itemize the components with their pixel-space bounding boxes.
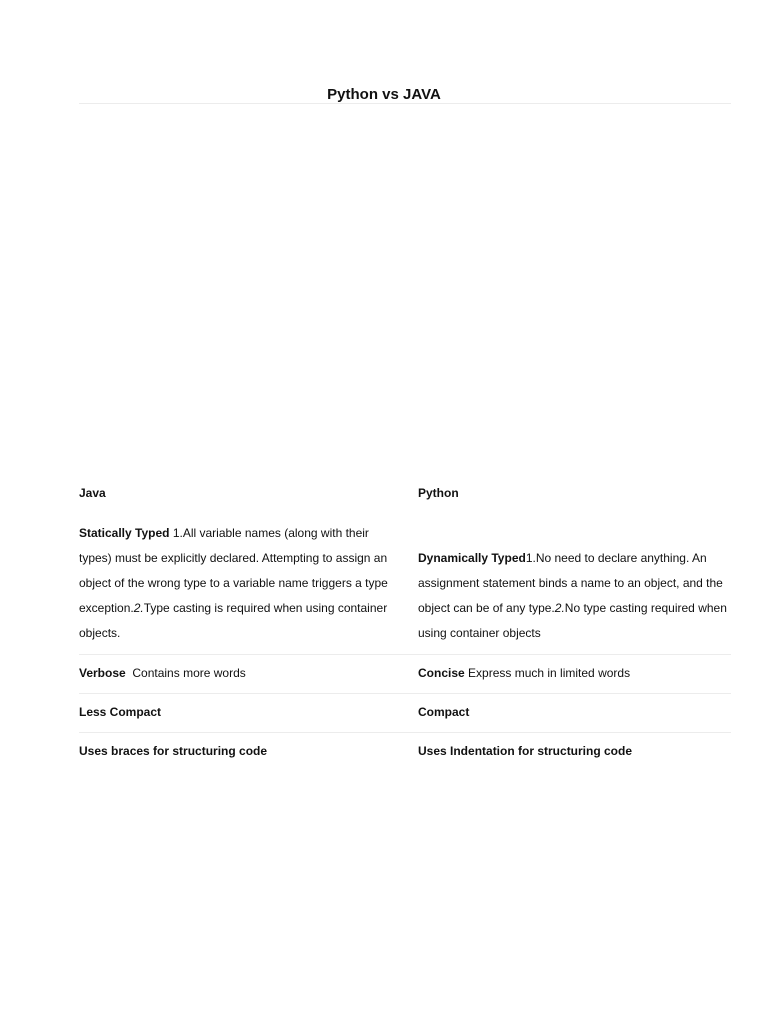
java-compactness-cell (79, 700, 418, 725)
python-compactness-term: Compact (418, 705, 470, 719)
header-java: Java (79, 486, 106, 500)
java-typing-text-2: Type casting is required when using container objects. (79, 601, 388, 640)
python-compactness-cell (418, 700, 731, 725)
java-typing-term: Statically Typed (79, 526, 170, 540)
table-row (79, 521, 731, 654)
page-title: Python vs JAVA (327, 86, 441, 103)
python-typing-text-2: No type casting required when using container objects (418, 601, 727, 640)
java-structure-cell (79, 739, 418, 764)
java-verbosity-text: Contains more words (125, 666, 246, 680)
java-verbosity-cell (79, 661, 418, 686)
java-verbosity-term: Verbose (79, 666, 126, 680)
table-header-row (79, 480, 731, 521)
python-verbosity-text: Express much in limited words (464, 666, 631, 680)
title-divider (79, 103, 731, 104)
python-structure-cell (418, 739, 731, 764)
header-python: Python (418, 486, 459, 500)
java-structure-term: Uses braces for structuring code (79, 744, 268, 758)
python-verbosity-term: Concise (418, 666, 465, 680)
java-compactness-term: Less Compact (79, 705, 162, 719)
java-typing-cell (79, 521, 418, 646)
comparison-table (79, 480, 731, 771)
python-typing-cell (418, 521, 731, 646)
java-typing-number-2: 2. (133, 601, 144, 615)
java-typing-text-1: 1.All variable names (along with their types) must be explicitly declared. Attempting to assign an object of the wrong type to a variable name triggers a type exception. (79, 526, 388, 615)
python-typing-text-1: 1.No need to declare anything. An assignment statement binds a name to an object, and the object can be of any type. (418, 551, 723, 615)
python-verbosity-cell (418, 661, 731, 686)
python-structure-term: Uses Indentation for structuring code (418, 744, 633, 758)
python-typing-number-2: 2. (554, 601, 565, 615)
table-row (79, 654, 731, 693)
table-row (79, 693, 731, 732)
table-row (79, 732, 731, 771)
python-typing-term: Dynamically Typed (418, 551, 526, 565)
